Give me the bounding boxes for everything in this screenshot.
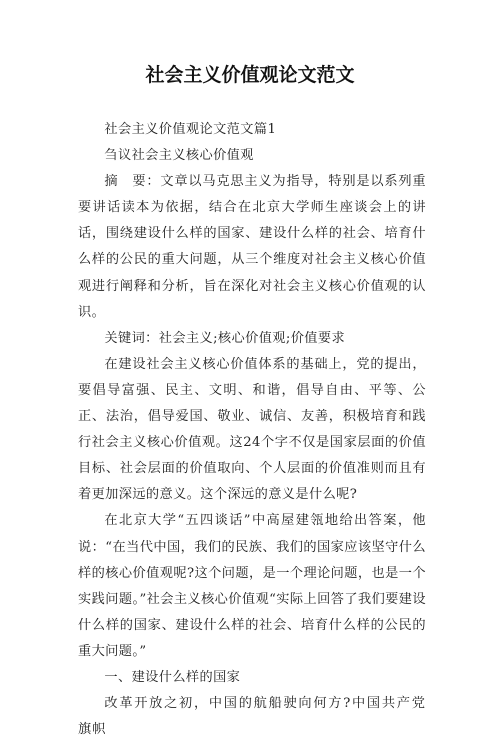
document-title: 社会主义价值观论文范文	[145, 64, 355, 86]
body-paragraph: 在建设社会主义核心价值体系的基础上，党的提出，要倡导富强、民主、文明、和谐，倡导自由、平等、公正、法治，倡导爱国、敬业、诚信、友善，积极培育和践行社会主义核心价值观。这24个字不仅是国家层面的价值目标、社会层面的价值取向、个人层面的价值准则而且有着更加深远的意义。这个深远的意义是什么呢?	[78, 356, 426, 503]
document-body	[78, 117, 426, 743]
article-title: 刍议社会主义核心价值观	[104, 148, 254, 164]
abstract-paragraph: 摘 要：文章以马克思主义为指导，特别是以系列重要讲话读本为依据，结合在北京大学师生座谈会上的讲话，围绕建设什么样的国家、建设什么样的社会、培育什么样的公民的重大问题，从三个维度对社会主义核心价值观进行阐释和分析，旨在深化对社会主义核心价值观的认识。	[78, 174, 426, 320]
section-heading: 社会主义价值观论文范文篇1	[104, 122, 277, 137]
keywords-line: 关键词：社会主义;核心价值观;价值要求	[104, 330, 346, 346]
body-paragraph: 在北京大学“五四谈话”中高屋建瓴地给出答案，他说：“在当代中国，我们的民族、我们的国家应该坚守什么样的核心价值观呢?这个问题，是一个理论问题，也是一个实践问题。”社会主义核心价值观“实际上回答了我们要建设什么样的国家、建设什么样的社会、培育什么样的公民的重大问题。”	[78, 513, 426, 659]
subsection-heading: 一、建设什么样的国家	[104, 669, 241, 685]
body-paragraph: 改革开放之初，中国的航船驶向何方?中国共产党旗帜	[78, 696, 426, 738]
